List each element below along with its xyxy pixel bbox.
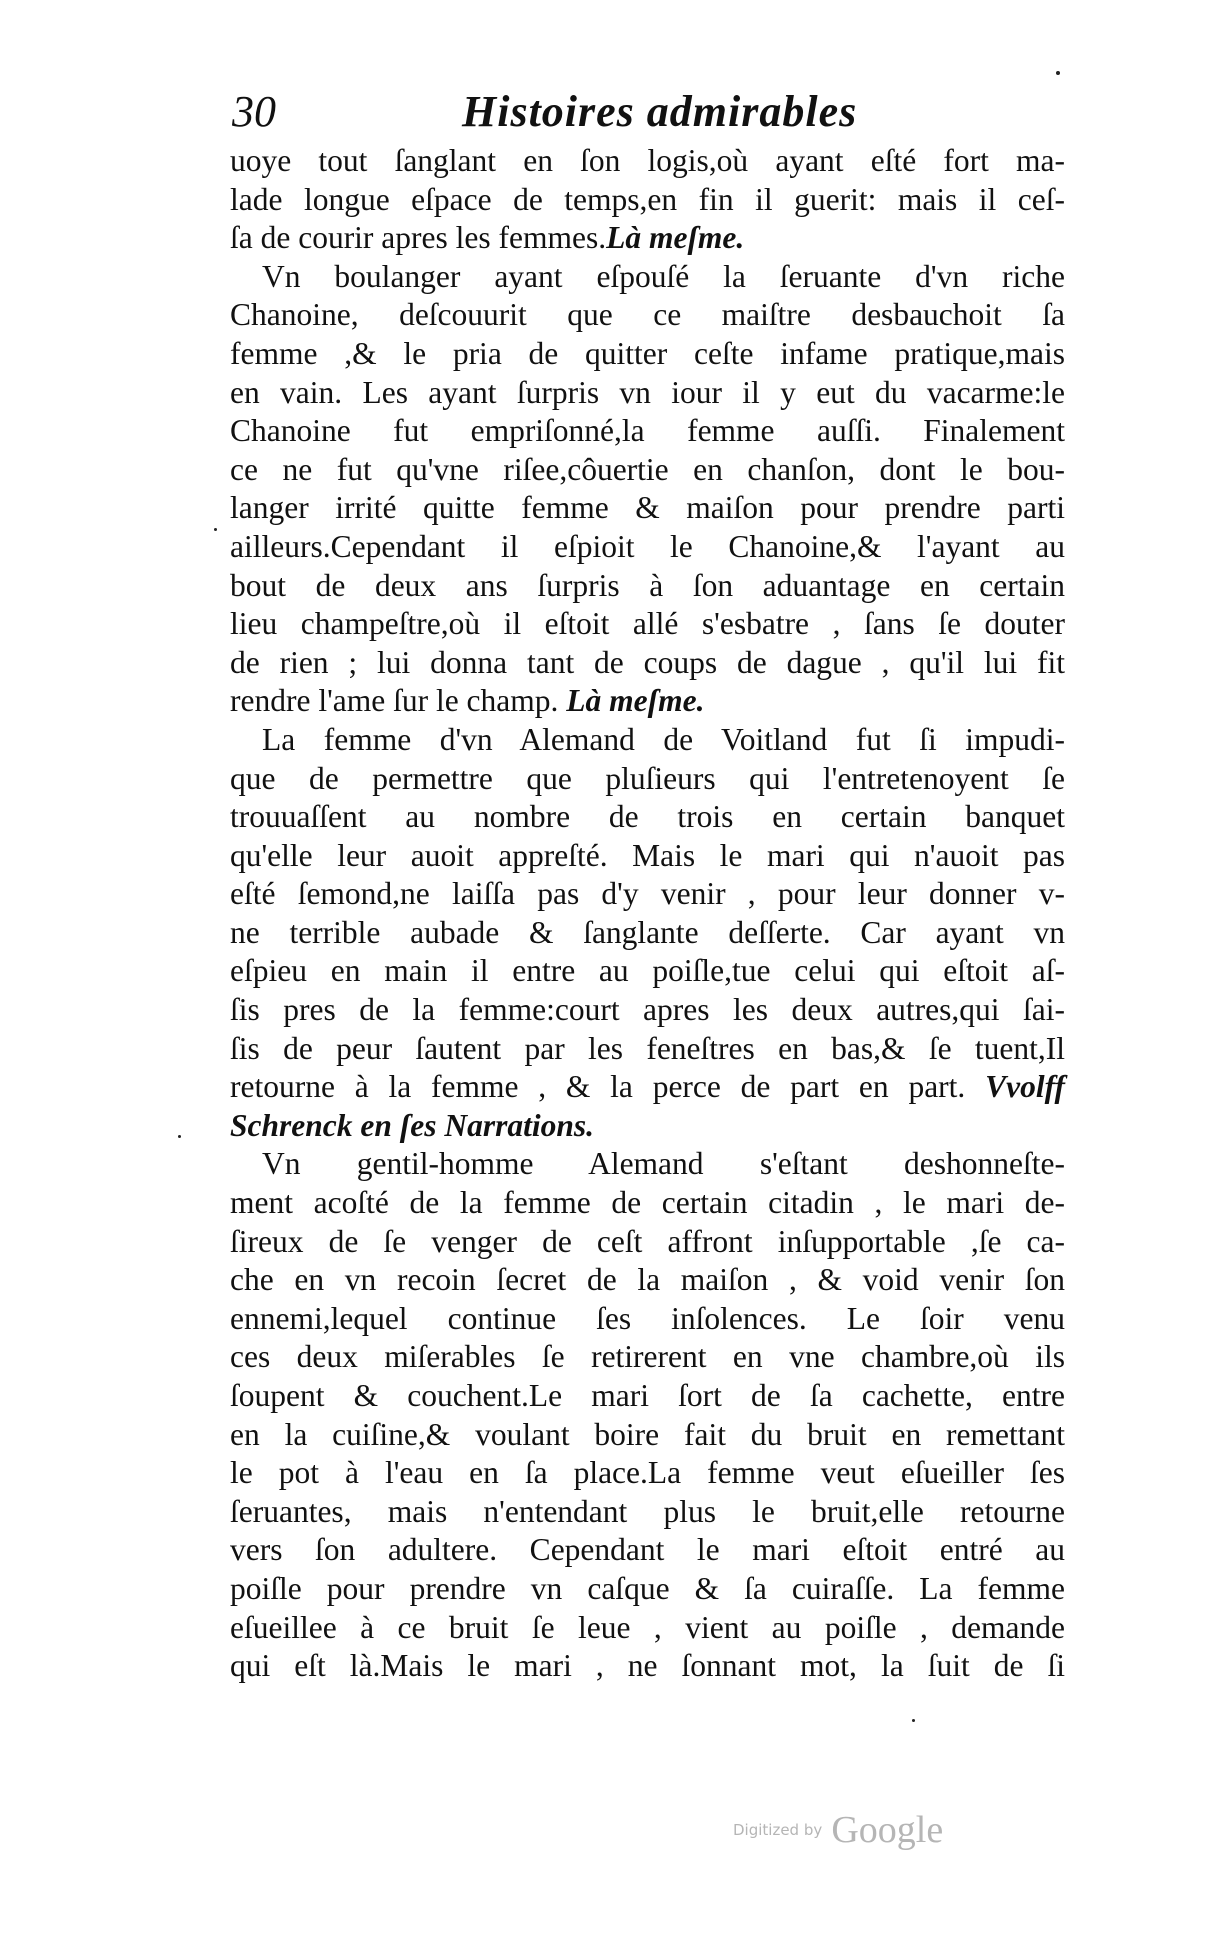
text-line [230, 1223, 1065, 1262]
page-header [232, 86, 1062, 146]
line-text: en vain. Les ayant ſurpris vn iour il y eut du vacarme:le [230, 374, 1065, 410]
print-speck [214, 528, 217, 531]
line-text: vers ſon adultere. Cependant le mari eſtoit entré au [230, 1532, 1065, 1568]
text-line [230, 451, 1065, 490]
text-line [230, 991, 1065, 1030]
text-line [230, 412, 1065, 451]
text-line [230, 1261, 1065, 1300]
line-text: eſpieu en main il entre au poiſle,tue celui qui eſtoit aſ- [230, 953, 1065, 989]
watermark-logo-text: Google [831, 1809, 944, 1851]
text-line [230, 489, 1065, 528]
text-line [230, 1184, 1065, 1223]
text-line [230, 1145, 1065, 1184]
line-text: poiſle pour prendre vn caſque & ſa cuiraſſe. La femme [230, 1570, 1065, 1606]
line-text: bout de deux ans ſurpris à ſon aduantage en certain [230, 567, 1065, 603]
text-line [230, 1377, 1065, 1416]
text-line [230, 1609, 1065, 1648]
source-citation: Là meſme. [606, 220, 745, 256]
line-text: eſté ſemond,ne laiſſa pas d'y venir , pour leur donner v- [230, 876, 1065, 912]
line-text: ſa de courir apres les femmes. [230, 220, 607, 256]
line-text: le pot à l'eau en ſa place.La femme veut eſueiller ſes [230, 1455, 1065, 1491]
text-line [230, 1416, 1065, 1455]
text-line [230, 837, 1065, 876]
line-text: trouuaſſent au nombre de trois en certain banquet [230, 799, 1065, 835]
line-text: rendre l'ame ſur le champ. [230, 683, 567, 719]
text-line [230, 875, 1065, 914]
text-line [230, 1647, 1065, 1686]
line-text: Chanoine fut empriſonné,la femme auſſi. Finalement [230, 413, 1065, 449]
line-text: ſeruantes, mais n'entendant plus le bruit,elle retourne [230, 1493, 1065, 1529]
line-text: ſis de peur ſautent par les feneſtres en bas,& ſe tuent,Il [230, 1030, 1065, 1066]
print-speck [178, 1135, 181, 1138]
line-text: qui eſt là.Mais le mari , ne ſonnant mot, la ſuit de ſi [230, 1648, 1065, 1684]
text-line [230, 1107, 1065, 1146]
page-number: 30 [232, 87, 276, 136]
text-line [230, 798, 1065, 837]
text-line [230, 181, 1065, 220]
line-text: Vn boulanger ayant eſpouſé la ſeruante d'vn riche [262, 258, 1065, 294]
text-line [230, 1338, 1065, 1377]
running-title: Histoires admirables [462, 87, 858, 136]
text-line [230, 605, 1065, 644]
line-text: femme ,& le pria de quitter ceſte infame pratique,mais [230, 335, 1065, 371]
source-citation: Là meſme. [566, 683, 705, 719]
text-line [230, 914, 1065, 953]
text-line [230, 296, 1065, 335]
text-line [230, 567, 1065, 606]
text-line [230, 1030, 1065, 1069]
line-text: ne terrible aubade & ſanglante deſſerte. Car ayant vn [230, 914, 1065, 950]
text-line [230, 644, 1065, 683]
line-text: qu'elle leur auoit appreſté. Mais le mari qui n'auoit pas [230, 837, 1065, 873]
line-text: Vn gentil-homme Alemand s'eſtant deshonneſte- [262, 1146, 1065, 1182]
text-line [230, 1570, 1065, 1609]
text-line [230, 142, 1065, 181]
text-line [230, 374, 1065, 413]
digitization-watermark [733, 1808, 943, 1858]
text-line [230, 721, 1065, 760]
line-text: eſueillee à ce bruit ſe leue , vient au poiſle , demande [230, 1609, 1065, 1645]
text-line [230, 1531, 1065, 1570]
text-line [230, 528, 1065, 567]
source-citation: Vvolff [985, 1069, 1065, 1105]
text-line [230, 952, 1065, 991]
line-text: La femme d'vn Alemand de Voitland fut ſi impudi- [262, 721, 1065, 757]
line-text: ce ne fut qu'vne riſee,côuertie en chanſon, dont le bou- [230, 451, 1065, 487]
body-text [230, 142, 1065, 1686]
print-speck [1056, 71, 1060, 75]
line-text: lade longue eſpace de temps,en fin il guerit: mais il ceſ- [230, 181, 1065, 217]
text-line [230, 1454, 1065, 1493]
line-text: lieu champeſtre,où il eſtoit allé s'esbatre , ſans ſe douter [230, 606, 1065, 642]
text-line [230, 258, 1065, 297]
text-line [230, 1068, 1065, 1107]
watermark-prefix: Digitized by [733, 1821, 823, 1839]
text-line [230, 335, 1065, 374]
line-text: langer irrité quitte femme & maiſon pour prendre parti [230, 490, 1065, 526]
line-text: retourne à la femme , & la perce de part en part. [230, 1069, 986, 1105]
line-text: ces deux miſerables ſe retirerent en vne chambre,où ils [230, 1339, 1065, 1375]
text-line [230, 760, 1065, 799]
line-text: ſoupent & couchent.Le mari ſort de ſa cachette, entre [230, 1378, 1065, 1413]
text-line [230, 1493, 1065, 1532]
line-text: ſireux de ſe venger de ceſt affront inſupportable ,ſe ca- [230, 1223, 1065, 1259]
line-text: en la cuiſine,& voulant boire fait du bruit en remettant [230, 1416, 1065, 1452]
text-line [230, 219, 1065, 258]
line-text: uoye tout ſanglant en ſon logis,où ayant eſté fort ma- [230, 143, 1065, 178]
text-line [230, 1300, 1065, 1339]
line-text: ment acoſté de la femme de certain citadin , le mari de- [230, 1185, 1065, 1221]
line-text: che en vn recoin ſecret de la maiſon , & void venir ſon [230, 1262, 1065, 1298]
line-text: de rien ; lui donna tant de coups de dague , qu'il lui fit [230, 644, 1065, 680]
line-text: que de permettre que pluſieurs qui l'entretenoyent ſe [230, 760, 1065, 796]
line-text: Chanoine, deſcouurit que ce maiſtre desbauchoit ſa [230, 297, 1065, 333]
line-text: ſis pres de la femme:court apres les deux autres,qui ſai- [230, 992, 1065, 1028]
text-line [230, 682, 1065, 721]
print-speck [912, 1719, 915, 1722]
line-text: ennemi,lequel continue ſes inſolences. Le ſoir venu [230, 1300, 1065, 1336]
source-citation: Schrenck en ſes Narrations. [230, 1107, 595, 1143]
line-text: ailleurs.Cependant il eſpioit le Chanoine,& l'ayant au [230, 528, 1065, 564]
